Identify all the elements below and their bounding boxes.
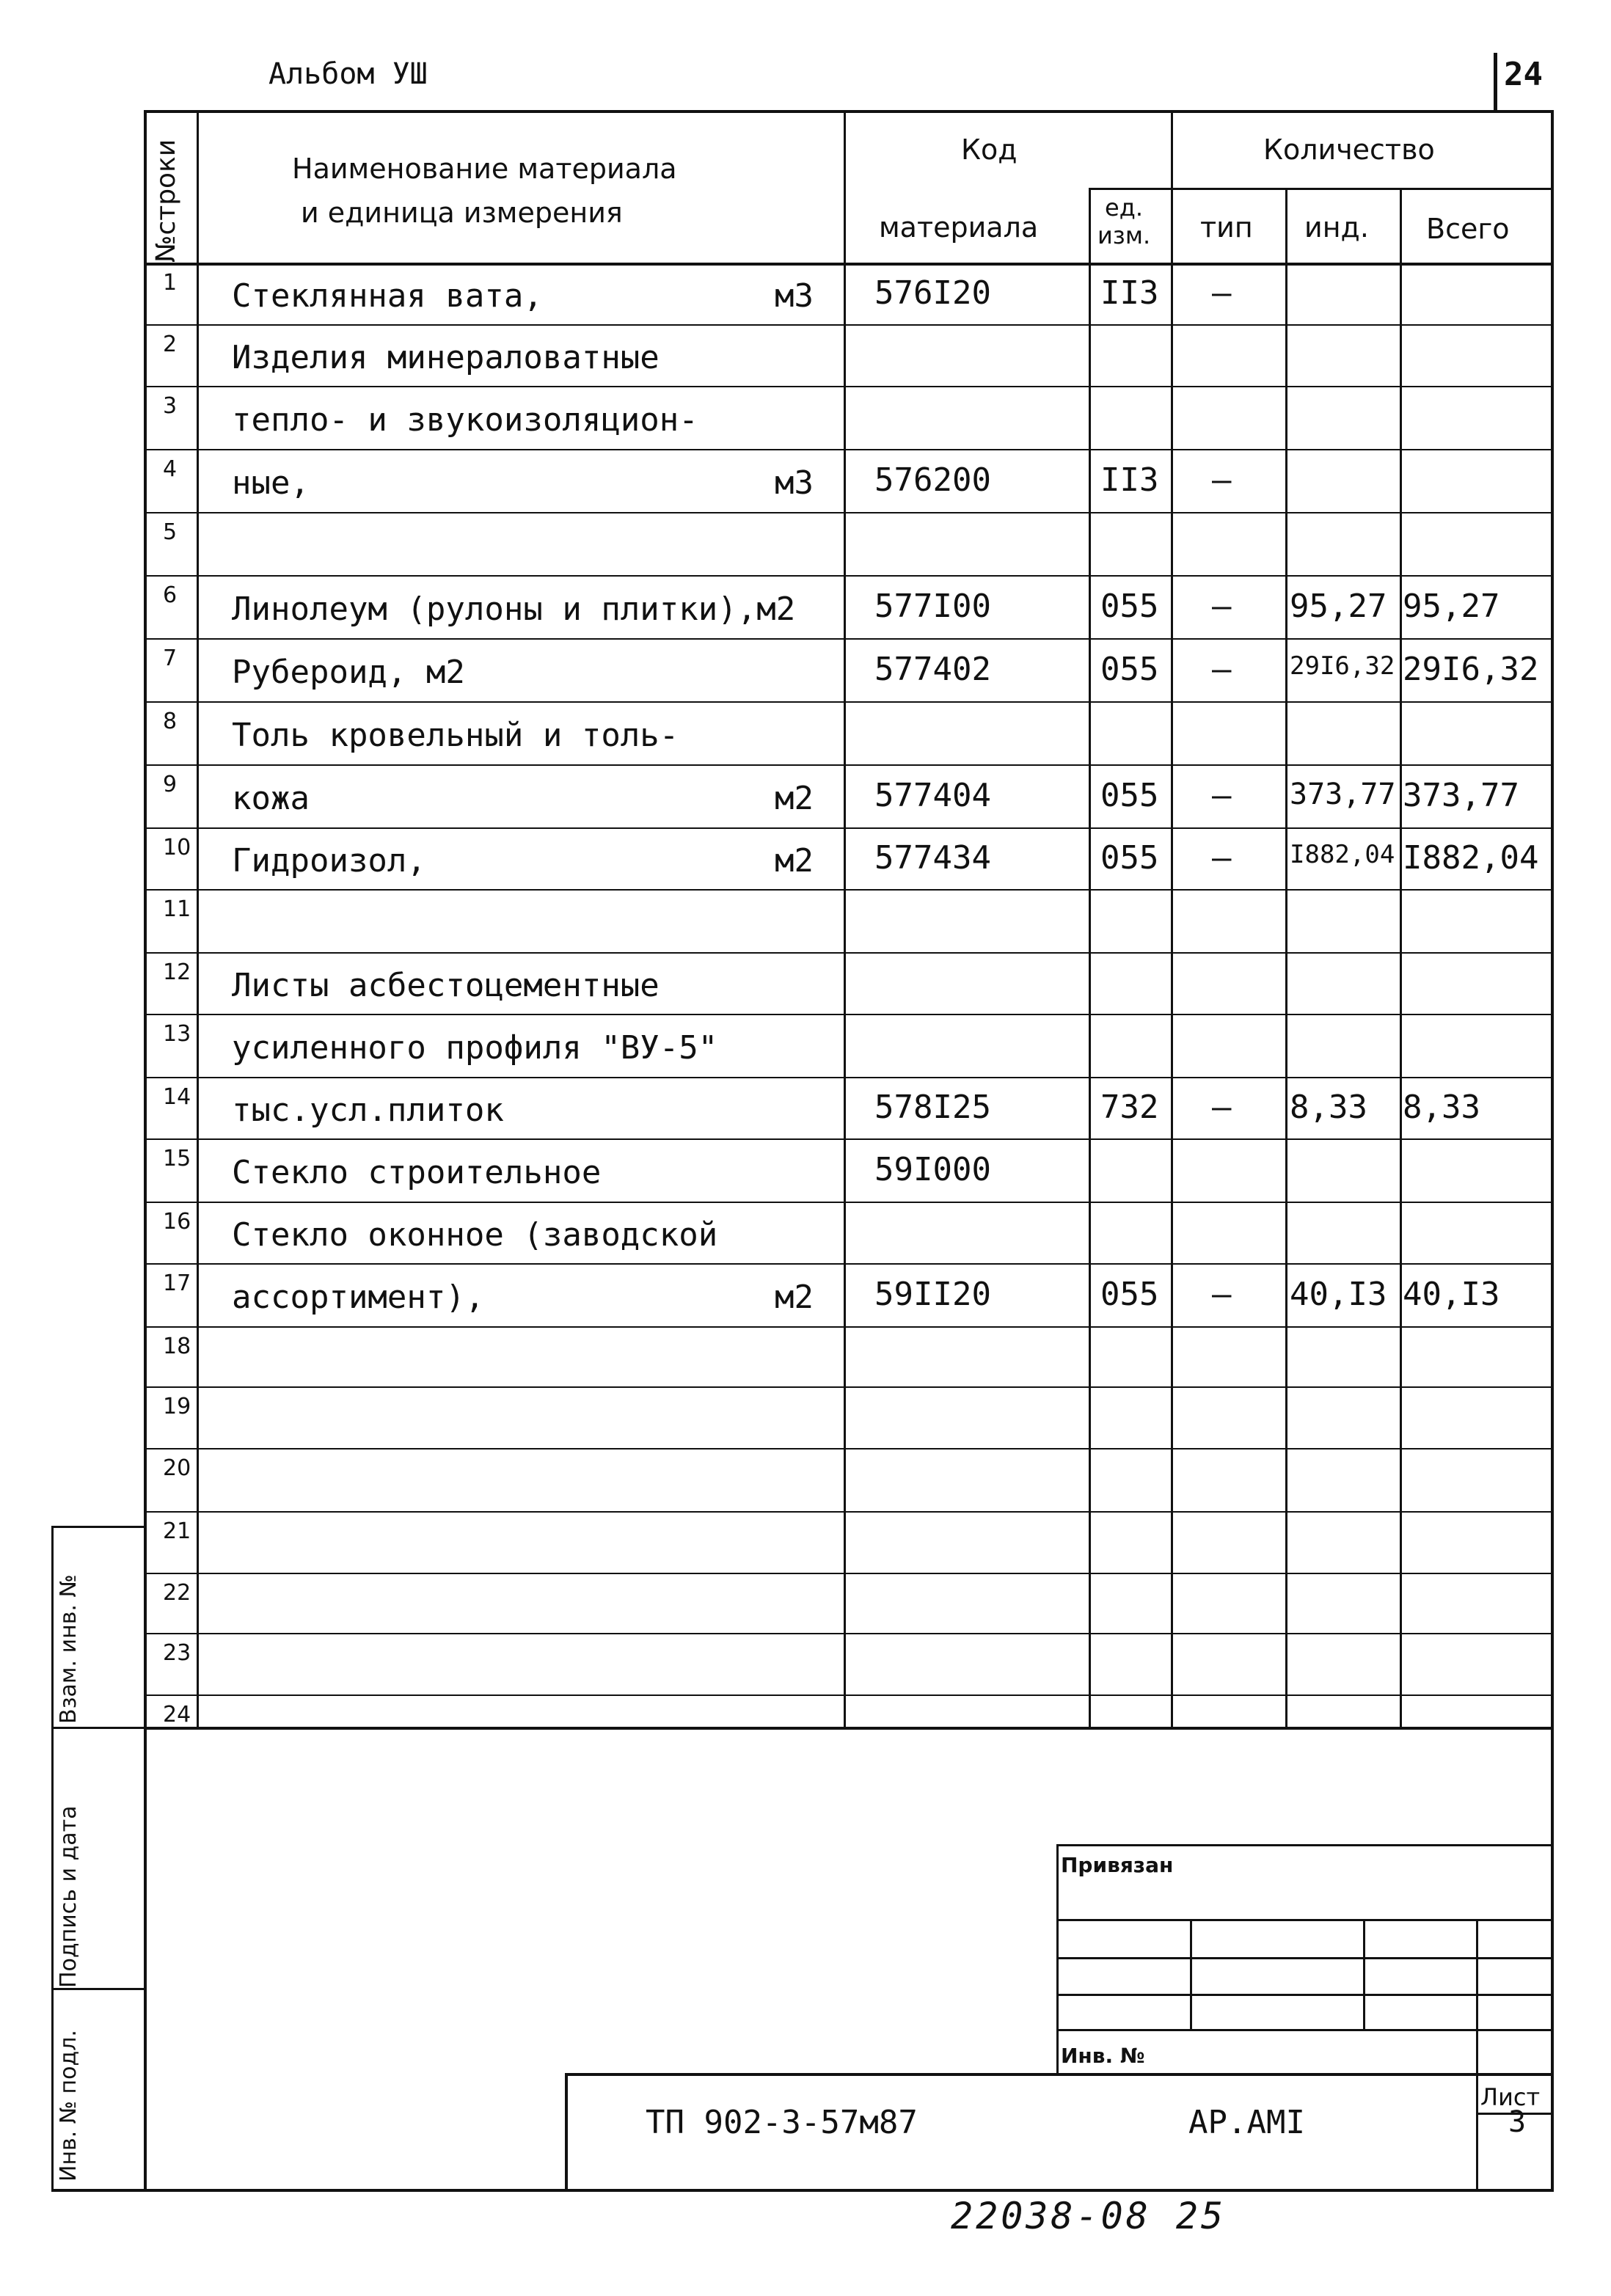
table-rule [144,638,1554,640]
row-unit-code: 055 [1100,839,1159,877]
sheet-number: 3 [1508,2105,1527,2139]
row-material-name: Листы асбестоцементные [232,967,660,1004]
table-rule [144,952,1554,954]
row-unit-code: II3 [1100,461,1159,499]
row-material-code: 578I25 [874,1089,991,1126]
header-quantity: Количество [1263,134,1435,166]
table-rule [144,512,1554,513]
stamp-rule [1056,1844,1554,1846]
row-number: 23 [163,1640,191,1666]
table-rule [1285,188,1287,1727]
row-unit-label: м3 [775,277,814,315]
header-code: Код [961,134,1018,166]
row-number: 3 [163,393,178,419]
stamp-rule [565,2073,568,2192]
page-number: 24 [1504,56,1543,93]
row-material-code: 577I00 [874,588,991,625]
row-type: – [1212,588,1232,625]
header-name-line2: и единица измерения [301,197,623,229]
table-rule [1089,188,1554,190]
header-total: Всего [1426,213,1510,245]
table-rule [144,889,1554,891]
side-strip-line [51,1727,145,1729]
row-total: 40,I3 [1403,1276,1500,1313]
row-number: 4 [163,456,178,482]
row-ind: 373,77 [1290,778,1396,811]
row-material-name: Стекло строительное [232,1154,602,1191]
row-number: 12 [163,959,191,985]
album-title: Альбом УШ [268,57,428,91]
row-type: – [1212,274,1232,312]
row-ind: 95,27 [1290,588,1387,625]
stamp-rule [565,2073,1554,2076]
table-rule [144,1573,1554,1574]
table-rule [144,1263,1554,1265]
table-rule [144,1386,1554,1388]
side-strip-line [51,1988,145,1990]
table-rule [144,1326,1554,1328]
row-unit-label: м2 [775,1279,814,1316]
row-type: – [1212,1089,1232,1126]
row-material-name: усиленного профиля "ВУ-5" [232,1029,718,1067]
row-material-name: кожа [232,780,310,817]
row-total: 95,27 [1403,588,1500,625]
row-material-name: Гидроизол, [232,842,426,880]
footer-archive-number: 22038-08 25 [951,2195,1227,2237]
side-label-replace-inv: Взам. инв. № [56,1574,81,1724]
row-total: 8,33 [1403,1089,1480,1126]
row-number: 10 [163,835,191,860]
header-row-number: №строки [151,139,181,263]
header-type: тип [1200,211,1253,244]
row-unit-label: м3 [775,464,814,502]
stamp-inv-label: Инв. № [1061,2044,1145,2068]
header-unit-line1: ед. [1105,194,1143,222]
stamp-rule [1056,1994,1554,1996]
table-rule [144,1202,1554,1203]
table-rule [1171,110,1173,1727]
row-material-name: Линолеум (рулоны и плитки),м2 [232,591,796,628]
row-material-code: 59II20 [874,1276,991,1313]
sheet-label: Лист [1480,2083,1541,2111]
row-total: I882,04 [1403,839,1539,877]
document-part: АР.АМI [1188,2104,1305,2141]
document-code: ТП 902-3-57м87 [646,2104,918,2141]
row-material-code: 59I000 [874,1151,991,1188]
row-total: 373,77 [1403,777,1519,814]
side-strip-line [51,2189,145,2192]
row-material-name: Изделия минераловатные [232,339,660,376]
table-rule [144,1077,1554,1078]
row-type: – [1212,651,1232,688]
row-material-code: 577404 [874,777,991,814]
row-material-name: тыс.усл.плиток [232,1092,504,1129]
row-number: 1 [163,270,178,296]
row-type: – [1212,461,1232,499]
row-unit-code: 055 [1100,651,1159,688]
row-ind: I882,04 [1290,840,1395,869]
table-rule [144,1014,1554,1015]
row-number: 6 [163,582,178,608]
table-rule [144,1138,1554,1140]
row-number: 24 [163,1702,191,1728]
row-material-code: 576I20 [874,274,991,312]
table-rule [144,1694,1554,1696]
row-number: 22 [163,1580,191,1606]
stamp-rule [1056,1844,1059,2074]
row-unit-code: 055 [1100,1276,1159,1313]
side-strip-line [51,1526,54,2192]
row-material-code: 577402 [874,651,991,688]
row-ind: 8,33 [1290,1089,1367,1126]
row-unit-label: м2 [775,842,814,880]
table-rule [197,110,199,1727]
header-unit-line2: изм. [1097,222,1151,249]
row-number: 15 [163,1146,191,1171]
table-rule [144,1727,1554,1730]
row-material-code: 576200 [874,461,991,499]
table-rule [1089,188,1091,1727]
stamp-rule [1363,1919,1365,2030]
table-rule [144,1448,1554,1449]
table-rule [144,449,1554,450]
row-number: 5 [163,519,178,545]
table-rule [144,386,1554,387]
table-rule [144,263,1554,266]
stamp-rule [1056,1957,1554,1959]
row-number: 8 [163,709,178,734]
row-type: – [1212,839,1232,877]
stamp-bound-label: Привязан [1061,1853,1174,1877]
side-label-sign-date: Подпись и дата [56,1805,81,1988]
row-type: – [1212,777,1232,814]
header-ind: инд. [1304,211,1369,244]
row-material-name: Стекло оконное (заводской [232,1216,718,1254]
row-unit-code: 055 [1100,588,1159,625]
table-rule [1400,188,1402,1727]
stamp-rule [1476,1919,1478,2074]
table-rule [144,701,1554,703]
stamp-rule [1476,2073,1478,2192]
row-ind: 29I6,32 [1290,651,1395,681]
row-number: 11 [163,896,191,922]
row-number: 7 [163,646,178,671]
row-material-name: тепло- и звукоизоляцион- [232,401,698,439]
row-number: 21 [163,1518,191,1544]
table-rule [844,110,846,1727]
row-unit-code: II3 [1100,274,1159,312]
row-number: 19 [163,1394,191,1419]
row-material-name: Рубероид, м2 [232,654,465,691]
row-number: 14 [163,1084,191,1110]
row-material-name: ассортимент), [232,1279,485,1316]
row-number: 13 [163,1021,191,1047]
stamp-rule [1056,1919,1554,1921]
row-material-name: Стеклянная вата, [232,277,543,315]
row-number: 18 [163,1334,191,1359]
row-ind: 40,I3 [1290,1276,1387,1313]
side-strip-line [51,1526,145,1528]
table-rule [144,827,1554,829]
table-rule [144,324,1554,326]
row-unit-code: 732 [1100,1089,1159,1126]
header-name: Наименование материала [292,153,677,185]
table-rule [144,764,1554,766]
header-material: материала [879,211,1039,244]
row-type: – [1212,1276,1232,1313]
row-material-name: Толь кровельный и толь- [232,717,679,754]
row-number: 16 [163,1209,191,1235]
row-total: 29I6,32 [1403,651,1539,688]
table-rule [144,1511,1554,1513]
row-unit-label: м2 [775,780,814,817]
page-number-divider [1494,53,1497,111]
row-unit-code: 055 [1100,777,1159,814]
row-material-code: 577434 [874,839,991,877]
row-number: 17 [163,1271,191,1296]
row-material-name: ные, [232,464,310,502]
side-label-inv-orig: Инв. № подл. [56,2030,81,2182]
row-number: 2 [163,332,178,357]
row-number: 9 [163,772,178,797]
stamp-rule [1056,2029,1554,2031]
row-number: 20 [163,1455,191,1481]
table-rule [144,575,1554,577]
table-rule [144,1633,1554,1634]
stamp-rule [1190,1919,1192,2030]
